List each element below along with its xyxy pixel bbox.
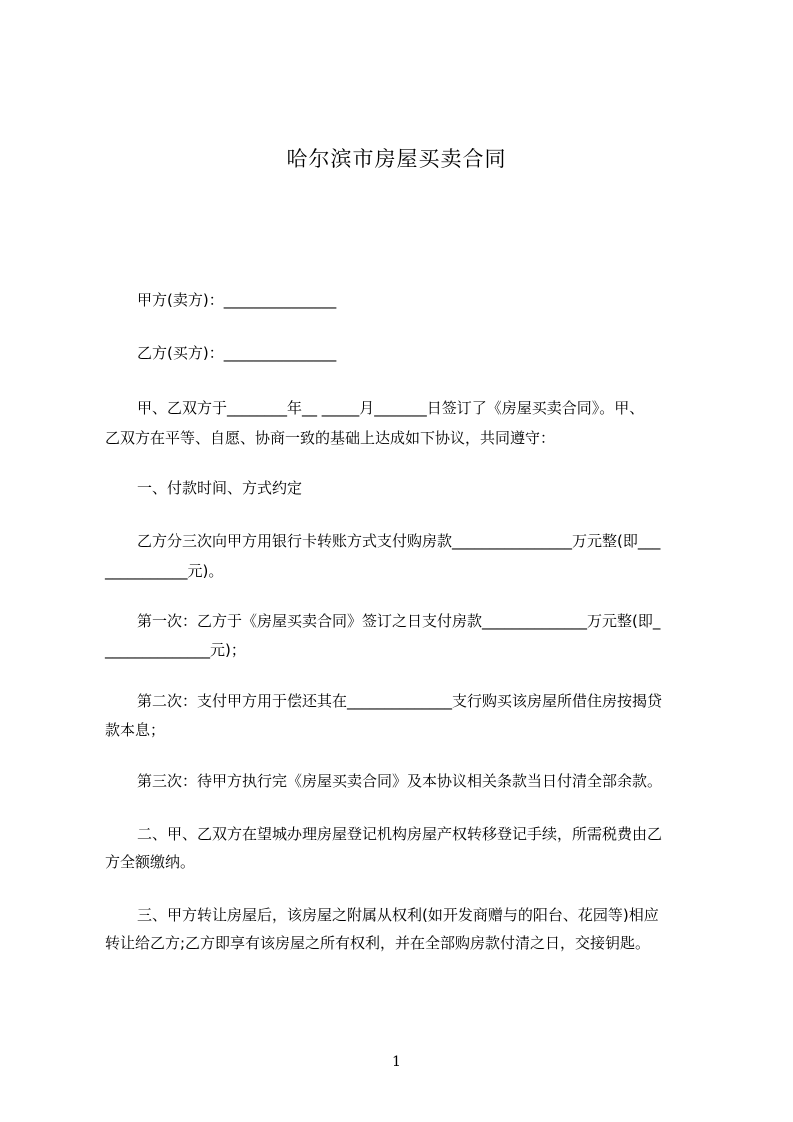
section-3-line-1: 三、甲方转让房屋后，该房屋之附属从权利(如开发商赠与的阳台、花园等)相应 [137,906,659,924]
section-3-line-2: 转让给乙方;乙方即享有该房屋之所有权利，并在全部购房款付清之日，交接钥匙。 [105,934,651,952]
intro-paragraph-line-2: 乙双方在平等、自愿、协商一致的基础上达成如下协议，共同遵守： [105,429,556,447]
second-payment-line-1: 第二次：支付甲方用于偿还其在______________支行购买该房屋所借住房按揭贷 [137,692,663,710]
section-2-line-2: 方全额缴纳。 [105,853,196,871]
party-a-line: 甲方(卖方)：_______________ [137,291,337,309]
payment-paragraph-line-2: ___________元)。 [105,562,224,580]
third-payment-line: 第三次：待甲方执行完《房屋买卖合同》及本协议相关条款当日付清全部余款。 [137,772,663,790]
document-title: 哈尔滨市房屋买卖合同 [286,147,507,171]
second-payment-line-2: 款本息； [105,721,166,739]
section-1-heading: 一、付款时间、方式约定 [137,479,303,497]
page-number: 1 [392,1054,401,1070]
payment-paragraph-line-1: 乙方分三次向甲方用银行卡转账方式支付购房款________________万元整(即___ [137,532,661,550]
intro-paragraph-line-1: 甲、乙双方于________年__ _____月_______日签订了《房屋买卖合同》。甲、 [137,399,645,417]
section-2-line-1: 二、甲、乙双方在望城办理房屋登记机构房屋产权转移登记手续，所需税费由乙 [137,825,663,843]
party-b-line: 乙方(买方)：_______________ [137,344,337,362]
first-payment-line-1: 第一次：乙方于《房屋买卖合同》签订之日支付房款______________万元整(即_ [137,612,661,630]
first-payment-line-2: ______________元)； [105,641,246,659]
